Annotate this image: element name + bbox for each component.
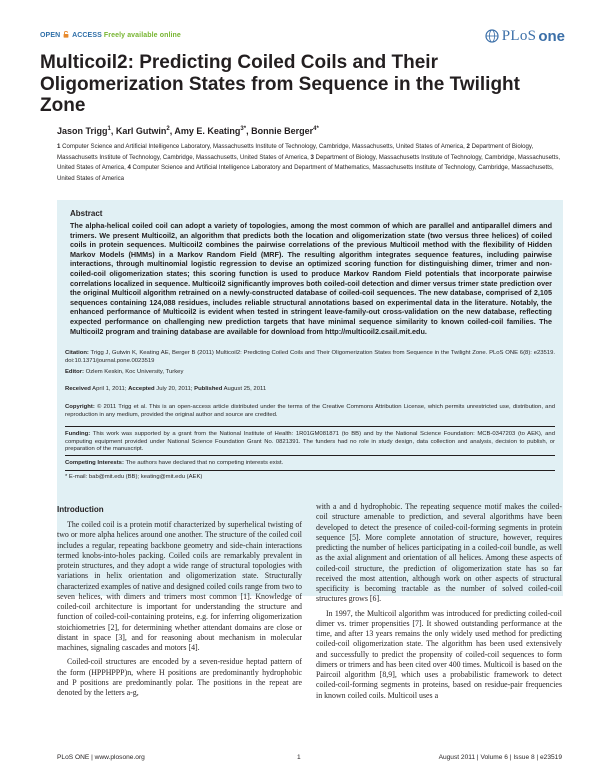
author-name: Karl Gutwin xyxy=(115,126,167,136)
plos-one-logo: PLoS one xyxy=(485,25,565,47)
journal-header xyxy=(40,25,565,47)
body-column-left xyxy=(57,520,302,698)
copyright: Copyright: © 2011 Trigg et al. This is an open-access article distributed under the terms of the Creative Commons Attribution License, which permits unrestricted use, distribution, and reproduction in any medium, provided the original author and source are credited. xyxy=(65,404,555,418)
paragraph: The coiled coil is a protein motif characterized by superhelical twisting of two or more alpha helices around one another. The structure of the coiled coil includes a regular, repeating backbone geometry and side-chain interactions termed knobs-into-holes packing. Coiled coils are remarkably prevalent in protein structures, and they adopt a wide range of structural topologies with variations in helix orientation and oligomerization state. Structurally characterized examples of native and designed coiled coils range from two to seven helices, with dimers and trimers most common [1]. Knowledge of coiled-coil architecture is important for understanding the structure and function of coiled-coil-containing proteins, e.g. for inferring oligomerization stoichiometries [2], for determining whether attendant domains are close or distant in space [3], and for reasoning about mechanism in molecular machines, signaling cascades and motors [4]. xyxy=(57,520,302,652)
introduction-heading: Introduction xyxy=(57,505,104,514)
footer-journal: PLoS ONE | www.plosone.org xyxy=(57,754,145,761)
plos-globe-icon xyxy=(485,29,499,43)
competing-interests: Competing Interests: The authors have declared that no competing interests exist. xyxy=(65,460,284,466)
author-name: Jason Trigg xyxy=(57,126,108,136)
page-number: 1 xyxy=(297,754,301,761)
editor: Editor: Ozlem Keskin, Koc University, Turkey xyxy=(65,369,184,375)
author-name: Bonnie Berger xyxy=(251,126,314,136)
article-title: Multicoil2: Predicting Coiled Coils and Their Oligomerization States from Sequence in the Twilight Zone xyxy=(40,52,520,116)
open-access-lock-icon xyxy=(63,31,69,38)
corresponding-email: * E-mail: bab@mit.edu (BB); keating@mit.edu (AEK) xyxy=(65,474,203,480)
abstract-text: The alpha-helical coiled coil can adopt a variety of topologies, among the most common of which are parallel and antiparallel dimers and trimers. We present Multicoil2, an algorithm that predicts both the location and oligomerization state (two versus three helices) of coiled coils in protein sequences. Multicoil2 combines the pairwise correlations of the previous Multicoil method with the flexibility of Hidden Markov Models (HMMs) in a Markov Random Field (MRF). The resulting algorithm integrates sequence features, including pairwise interactions, through multinomial logistic regression to devise an optimized scoring function for distinguishing dimer, trimer and non-coiled-coil oligomerization states; this scoring function is used to produce Markov Random Field potentials that incorporate pairwise correlations localized in sequence. Multicoil2 significantly improves both coiled-coil detection and dimer versus trimer state prediction over the original Multicoil algorithm retrained on a newly-constructed database of coiled-coil sequences. The new database, comprised of 2,105 sequences containing 124,088 residues, includes reliable structural annotations based on experimental data in the literature. Notably, the enhanced performance of Multicoil2 is evident when tested in stringent leave-family-out cross-validation on the new database, reflecting expected performance on challenging new prediction targets that have minimal sequence similarity to known coiled-coil families. The Multicoil2 program and training database are available for download from http://multicoil2.csail.mit.edu. xyxy=(70,221,552,336)
dates: Received April 1, 2011; Accepted July 20, 2011; Published August 25, 2011 xyxy=(65,386,267,392)
paragraph: In 1997, the Multicoil algorithm was introduced for predicting coiled-coil dimer vs. trimer propensities [7]. It showed outstanding performance at the time, and after 13 years remains the only widely used method for predicting coiled-coil oligomerization state. The algorithm has been used extensively and successfully to predict the propensity of coiled-coil sequences to form dimers or trimers and has been cited over 400 times. Multicoil is based on the Paircoil algorithm [8,9], which uses a probabilistic framework to detect coiled-coil-forming segments in proteins, based on residue-pair frequencies in known coiled coils. Multicoil uses a xyxy=(316,608,562,700)
funding: Funding: This work was supported by a grant from the National Institute of Health: 1R01GM081871 (to BB) and by the National Science Foundation: MCB-0347203 (to AEK), and computing equipment provided under National Science Foundation Grant No. 0821391. The funders had no role in study design, data collection and analysis, decision to publish, or preparation of the manuscript. xyxy=(65,431,555,453)
author-name: Amy E. Keating xyxy=(174,126,241,136)
affiliations: 1 Computer Science and Artificial Intelligence Laboratory, Massachusetts Institute of Technology, Cambridge, Massachusetts, United States of America, 2 Department of Biology, Massachusetts Institute of Technology, Cambridge, Massachusetts, United States of America, 3 Department of Biology, Massachusetts Institute of Technology, Cambridge, Massachusetts, United States of America, 4 Computer Science and Artificial Intelligence Laboratory and Department of Mathematics, Massachusetts Institute of Technology, Cambridge, Massachusetts, United States of America xyxy=(57,143,561,182)
divider xyxy=(65,455,555,456)
author-list: Jason Trigg$^1$, Karl Gutwin$^2$, Amy E. Keating$^{3*}$, Bonnie Berger$^{4*}$ xyxy=(57,126,319,136)
body-column-right xyxy=(316,502,562,701)
citation: Citation: Trigg J, Gutwin K, Keating AE, Berger B (2011) Multicoil2: Predicting Coiled Coils and Their Oligomerization States from Sequence in the Twilight Zone. PLoS ONE 6(8): e23519. doi:10.1371/journal.pone.0023519 xyxy=(65,350,555,364)
footer-issue: August 2011 | Volume 6 | Issue 8 | e23519 xyxy=(438,754,562,761)
paragraph: with a and d hydrophobic. The repeating sequence motif makes the coiled-coil structure amenable to prediction, and several algorithms have been developed to detect the presence of coiled-coil-forming segments in protein sequence [5]. More complete annotation of structure, however, requires predicting the number of helices participating in a coiled-coil bundle, as well as the axial alignment and orientation of all helices. Among these aspects of coiled-coil structure, the prediction of oligomerization state has so far received the most attention, although work on other aspects of structural specificity is becoming tractable as the number of solved coiled-coil structures grows [6]. xyxy=(316,502,562,604)
abstract-heading: Abstract xyxy=(70,209,103,218)
divider xyxy=(65,470,555,471)
open-access-label: OPEN ACCESS Freely available online xyxy=(40,32,181,39)
paragraph: Coiled-coil structures are encoded by a seven-residue heptad pattern of the form (HPPHPPP)n, where H positions are predominantly hydrophobic and P positions are predominantly polar. The positions in the repeat are denoted by the letters a-g, xyxy=(57,657,302,697)
divider xyxy=(65,426,555,427)
